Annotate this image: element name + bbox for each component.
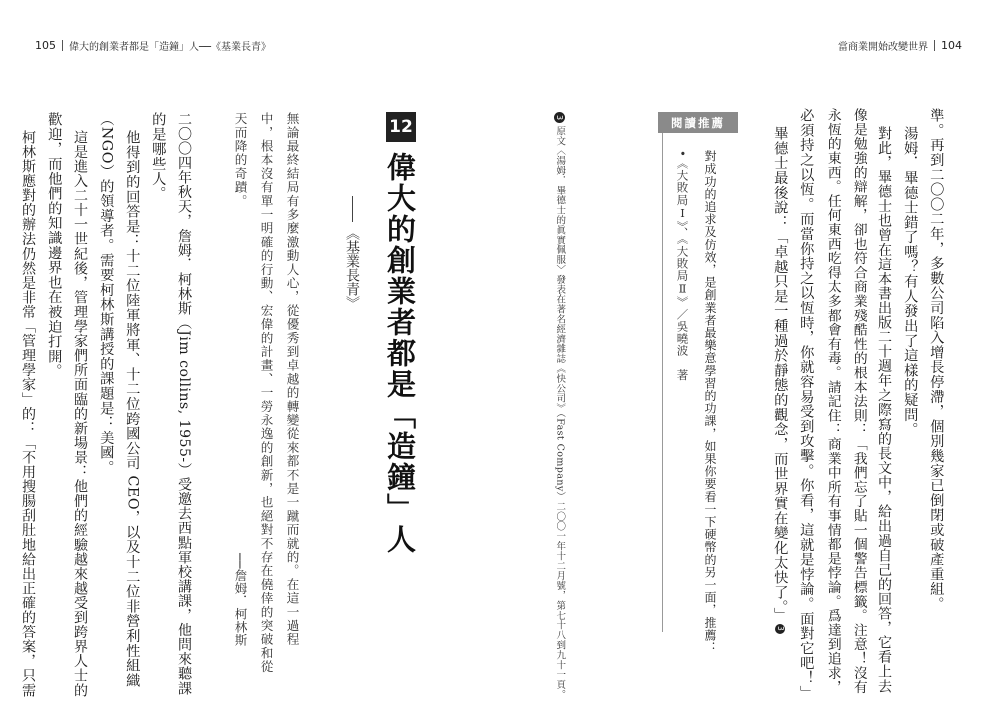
body-column-last bbox=[773, 126, 787, 634]
recommended-book-item: •《大敗局Ⅰ》、《大敗局Ⅱ》／吳曉波 著 bbox=[675, 150, 690, 381]
body-column: 這是進入二十一世紀後，管理學家們所面臨的新場景：他們的經驗越來越受到跨界人士的 bbox=[72, 130, 89, 698]
page-number-left: 105 bbox=[35, 39, 56, 52]
body-column: 歡迎，而他們的知識邊界也在被迫打開。 bbox=[46, 112, 63, 379]
body-column: 二〇〇四年秋天，詹姆．柯林斯（Jim collins, 1955-）受邀去西點軍校講課，他問來聽課 bbox=[176, 112, 193, 696]
footnote-marker: 3 bbox=[554, 112, 565, 123]
body-column: 必須持之以恆。而當你持之以恆時，你就容易受到攻擊。你看，這就是悖論。面對它吧！」 bbox=[798, 108, 815, 700]
body-column: （NGO）的領導者。需要柯林斯講授的課題是：美國。 bbox=[98, 112, 115, 475]
epigraph-line: 無論最終結局有多麼激動人心，從優秀到卓越的轉變從來都不是一蹴而就的。在這一過程 bbox=[284, 112, 300, 647]
body-column: 永恆的東西。任何東西吃得太多都會有毒。請記住：商業中所有事情都是悖論。爲達到追求， bbox=[824, 108, 841, 695]
body-column: 他得到的回答是：十二位陸軍將軍、十二位跨國公司 CEO，以及十二位非營利性組織 bbox=[124, 130, 141, 688]
epigraph-line: 中，根本沒有單一明確的行動、宏偉的計畫、一勞永逸的創新，也絕對不存在僥倖的突破和從 bbox=[258, 112, 274, 674]
running-header-left bbox=[35, 38, 271, 53]
body-column: 的是哪些人。 bbox=[150, 112, 167, 201]
body-column: 準。再到二〇〇二年，多數公司陷入增長停滯，個別幾家已倒閉或破產重組。 bbox=[928, 108, 945, 612]
chapter-subtitle bbox=[345, 196, 359, 310]
body-column: 湯姆．畢德士錯了嗎？有人發出了這樣的疑問。 bbox=[902, 126, 919, 437]
chapter-title: 偉大的創業者都是「造鐘」人 bbox=[383, 152, 417, 555]
header-divider bbox=[62, 40, 63, 51]
recommended-reading-line: 對成功的追求及仿效，是創業者最樂意學習的功課，如果你要看一下硬幣的另一面，推薦： bbox=[703, 150, 717, 654]
footnote-ref-marker: 3 bbox=[775, 624, 785, 634]
running-header-text-right: 當商業開始改變世界 bbox=[838, 42, 928, 53]
body-column: 柯林斯應對的辦法仍然是非常「管理學家」的：「不用搜腸刮肚地給出正確的答案，只需 bbox=[20, 130, 37, 698]
body-column: 對此，畢德士也曾在這本書出版二十週年之際寫的長文中，給出過自己的回答，它看上去 bbox=[876, 126, 893, 694]
header-divider bbox=[934, 40, 935, 51]
epigraph-attribution: ──詹姆．柯林斯 bbox=[232, 553, 248, 647]
footnote-text: 原文〈湯姆．畢德士的眞實佩服〉發表在著名經濟雜誌《快公司》（Fast Company）二〇〇一年十二月號，第七十八到九十一頁。 bbox=[554, 126, 566, 700]
running-header-text-left: 偉大的創業者都是「造鐘」人──《基業長青》 bbox=[69, 42, 272, 53]
chapter-subtitle-text: 《基業長青》 bbox=[344, 226, 360, 310]
recommended-reading-label: 閱讀推薦 bbox=[658, 112, 738, 133]
body-column-text: 畢德士最後說：「卓越只是一種過於靜態的觀念，而世界實在變化太快了。」 bbox=[772, 126, 789, 623]
body-column: 像是勉強的辯解，卻也符合商業殘酷性的根本法則：「我們忘了貼一個警告標籤。注意！沒有 bbox=[850, 108, 867, 695]
footnote bbox=[554, 112, 565, 700]
chapter-number-badge: 12 bbox=[386, 112, 416, 142]
running-header-right bbox=[838, 38, 962, 53]
subtitle-dash bbox=[352, 196, 353, 222]
epigraph-line: 天而降的奇蹟。 bbox=[232, 112, 248, 208]
page-number-right: 104 bbox=[941, 39, 962, 52]
